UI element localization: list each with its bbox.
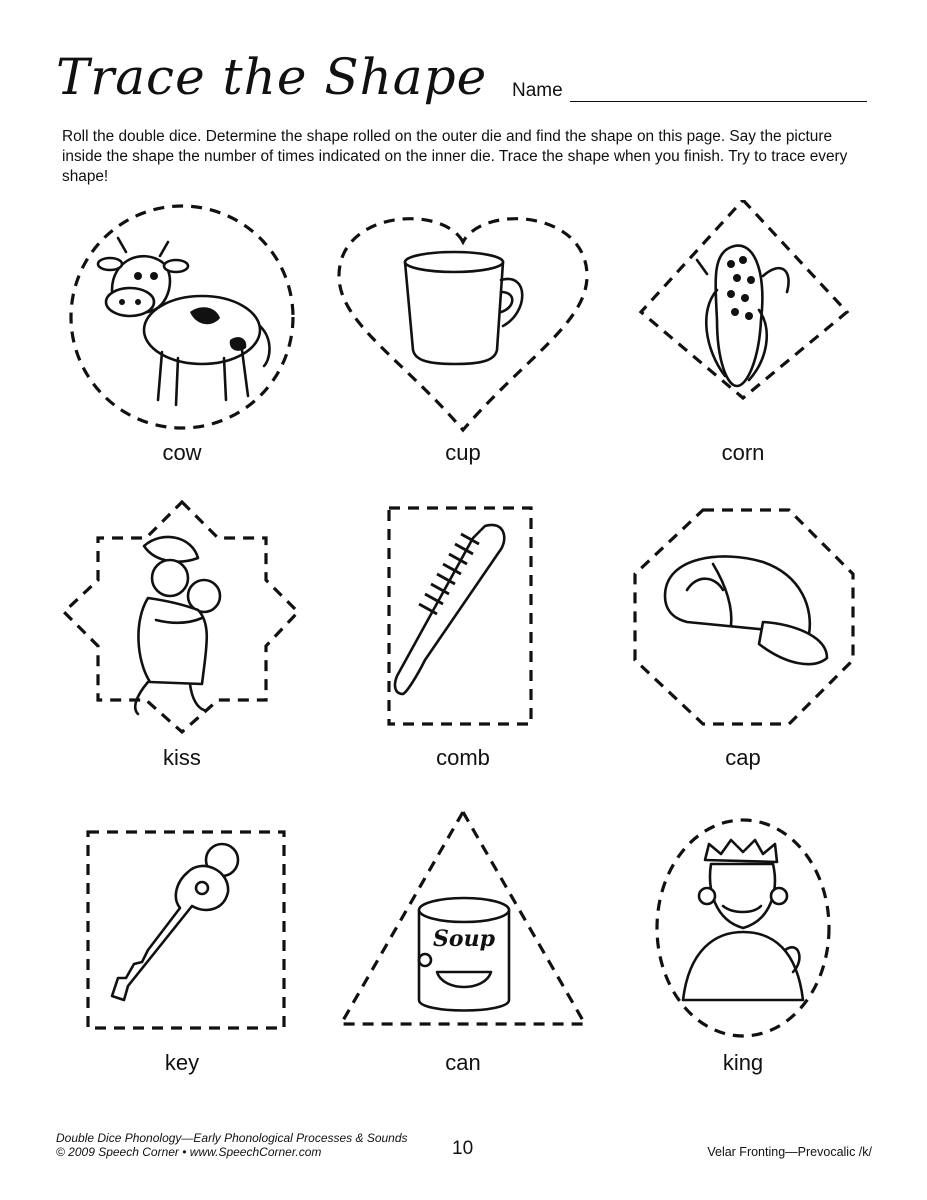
cap-icon [665, 556, 827, 664]
word-label: cap [725, 745, 761, 770]
word-label: can [445, 1050, 481, 1075]
page-title: Trace the Shape [56, 48, 488, 106]
word-label: king [722, 1050, 764, 1075]
footer-book-info [56, 1131, 408, 1159]
soup-can-icon [419, 898, 509, 1011]
cell-kiss [52, 500, 312, 770]
footer-copyright: © 2009 Speech Corner • www.SpeechCorner.com [56, 1145, 322, 1159]
corn-icon [697, 246, 789, 386]
kiss-icon [135, 537, 220, 714]
cell-can [333, 810, 593, 1080]
name-label: Name [512, 80, 563, 101]
footer-section: Velar Fronting—Prevocalic /k/ [707, 1145, 872, 1159]
instructions: Roll the double dice. Determine the shape rolled on the outer die and find the shape on this page. Say the picture inside the shape the number of times indicated on the inner die. Trace the shape when you finish. Try to trace every shape! [62, 128, 848, 185]
cell-cup [333, 200, 593, 470]
cell-cow [52, 200, 312, 470]
cell-comb [333, 500, 593, 770]
cell-cap [613, 500, 873, 770]
name-line[interactable] [570, 100, 867, 102]
cell-king [613, 810, 873, 1080]
cell-corn [613, 200, 873, 470]
page-number: 10 [452, 1138, 474, 1159]
word-label: kiss [163, 745, 201, 770]
key-icon [112, 844, 238, 1000]
word-label: cup [445, 440, 481, 465]
word-label: key [164, 1050, 200, 1075]
word-label: comb [436, 745, 490, 770]
comb-icon [395, 525, 504, 694]
cup-icon [405, 252, 522, 364]
king-icon [683, 840, 803, 1000]
cell-key [52, 810, 312, 1080]
cow-icon [98, 238, 270, 405]
footer-book-title: Double Dice Phonology—Early Phonological Processes & Sounds [56, 1131, 408, 1145]
can-label-text: Soup [433, 926, 495, 952]
word-label: cow [162, 440, 202, 465]
rectangle-shape[interactable] [389, 508, 531, 724]
word-label: corn [721, 440, 765, 465]
